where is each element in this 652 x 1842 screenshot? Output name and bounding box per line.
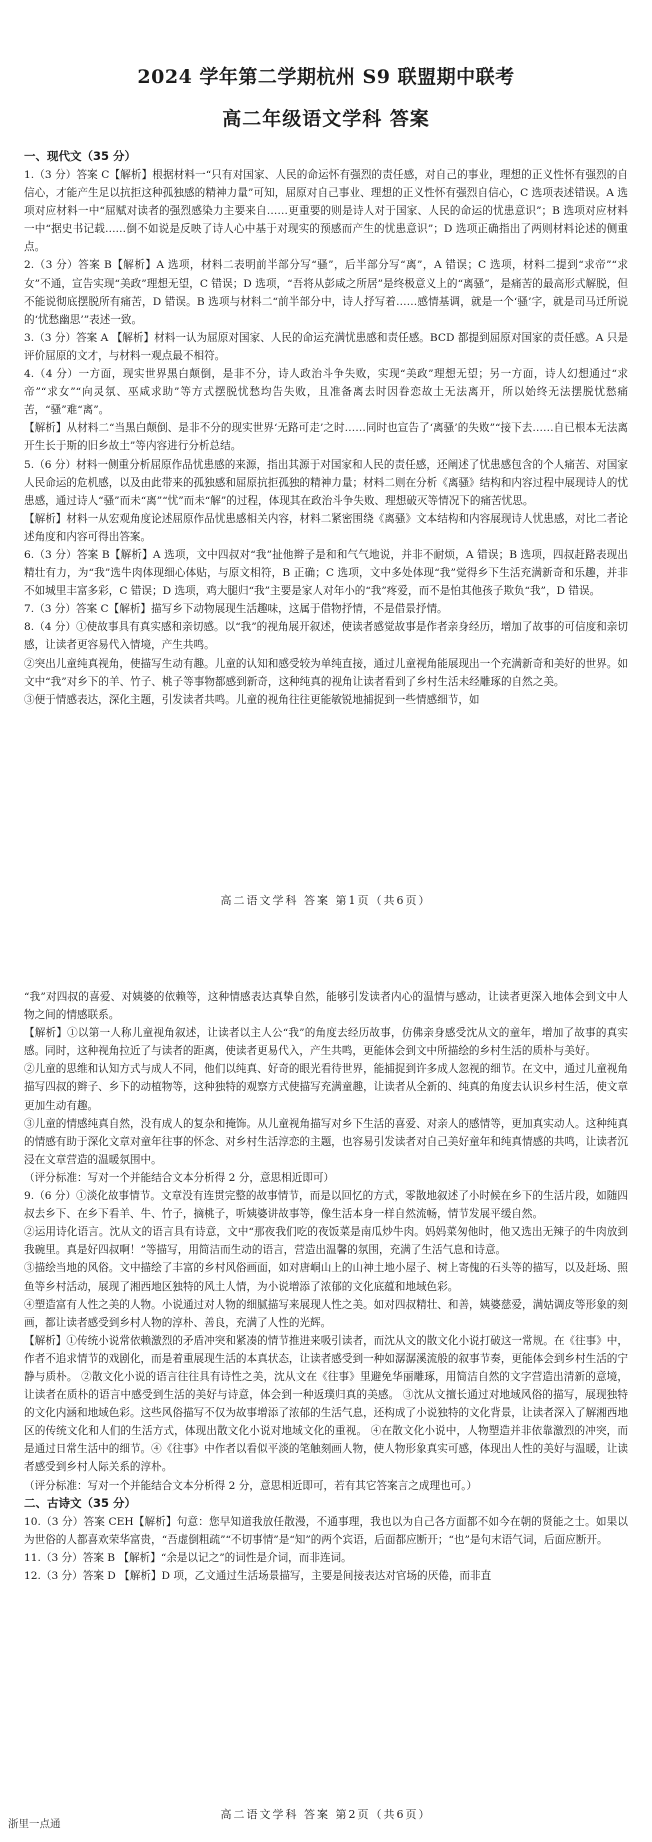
- answer-paragraph: ②突出儿童纯真视角，使描写生动有趣。儿童的认知和感受较为单纯直接，通过儿童视角能展现出一个充满新奇和美好的世界。如文中“我”对乡下的羊、竹子、桃子等事物都感到新奇，这种纯真的视角让读者看到了乡村生活未经雕琢的自然之美。: [24, 657, 628, 688]
- page2-body: [24, 988, 628, 1585]
- scoring-note: （评分标准：写对一个并能结合文本分析得 2 分，意思相近即可，若有其它答案言之成理也可。）: [24, 1479, 478, 1492]
- scoring-note: （评分标准：写对一个并能结合文本分析得 2 分，意思相近即可）: [24, 1171, 335, 1184]
- exam-title: 2024 学年第二学期杭州 S9 联盟期中联考: [137, 66, 515, 88]
- page1-footer: 高二语文学科 答案 第1页（共6页）: [220, 894, 432, 907]
- answer-paragraph: 【解析】①以第一人称儿童视角叙述，让读者以主人公“我”的角度去经历故事，仿佛亲身感受沈从文的童年，增加了故事的真实感。同时，这种视角拉近了与读者的距离，使读者更易代入，产生共鸣，更能体会到文中所描绘的乡村生活的质朴与美好。: [24, 1027, 628, 1058]
- page2-footer: 高二语文学科 答案 第2页（共6页）: [220, 1808, 432, 1821]
- answer-paragraph: ③儿童的情感纯真自然，没有成人的复杂和掩饰。从儿童视角描写对乡下生活的喜爱、对亲人的感情等，更加真实动人。这种纯真的情感有助于深化文章对童年往事的怀念、对乡村生活淳恋的主题，也容易引发读者对自己美好童年和纯真情感的共鸣，让读者沉浸在文章营造的温暖氛围中。: [24, 1117, 628, 1166]
- answer-paragraph: 5.（6 分）材料一侧重分析屈原作品忧患感的来源，指出其源于对国家和人民的责任感，还阐述了忧患感包含的个人痛苦、对国家人民命运的危机感，以及由此带来的孤独感和屈原抗拒孤独的精神力量；材料二则在分析《离骚》结构和内容过程中展现诗人的忧患感，通过诗人“骚”而未“离”“忧”而未“解”的过程，体现其在政治斗争失败、理想破灭等情况下的痛苦忧思。: [24, 458, 628, 507]
- answer-paragraph: ②儿童的思维和认知方式与成人不同，他们以纯真、好奇的眼光看待世界，能捕捉到许多成人忽视的细节。在文中，通过儿童视角描写四叔的辫子、乡下的动植物等，这种独特的观察方式使描写充满童趣，让读者从全新的、纯真的角度去认识乡村生活，使文章更加生动有趣。: [24, 1063, 628, 1112]
- answer-paragraph: “我”对四叔的喜爱、对姨婆的依赖等，这种情感表达真挚自然，能够引发读者内心的温情与感动，让读者更深入地体会到文中人物之间的情感联系。: [24, 991, 628, 1022]
- answer-paragraph: 【解析】材料一从宏观角度论述屈原作品忧患感相关内容，材料二紧密围绕《离骚》文本结构和内容展现诗人忧患感，对比二者论述角度和内容可得出答案。: [24, 512, 628, 543]
- answer-paragraph: 2.（3 分）答案 B【解析】A 选项，材料二表明前半部分写“骚”，后半部分写“离”，A 错误；C 选项，材料二提到“求帝”“求女”不通，宣告实现“美政”理想无望，C 错误；D 选项，“吾将从彭咸之所居”是终极意义上的“离骚”，是痛苦的最高形式解脱，但不能说彻底摆脱所有痛苦，D 错误。B 选项与材料二“前半部分中，诗人抒写着……感情基调，就是一个‘骚’字，就是司马迁所说的‘忧愁幽思’”表述一致。: [24, 259, 628, 326]
- answer-paragraph: 【解析】从材料二“当黑白颠倒、是非不分的现实世界‘无路可走’之时……同时也宣告了‘离骚’的失败”“接下去……自已根本无法离开生长于斯的旧乡故土”等内容进行分析总结。: [24, 422, 628, 453]
- answer-paragraph: 12.（3 分）答案 D 【解析】D 项，乙文通过生活场景描写，主要是间接表达对官场的厌倦，而非直: [24, 1569, 492, 1582]
- section-heading-classical: 二、古诗文（35 分）: [24, 1495, 137, 1510]
- answer-paragraph: ②运用诗化语言。沈从文的语言具有诗意，文中“那夜我们吃的夜饭菜是南瓜炒牛肉。妈妈菜匆他时，他又选出无辣子的牛肉放到我碗里。真是好四叔啊！”等描写，用简洁而生动的语言，营造出温馨的氛围，充满了生活气息和诗意。: [24, 1226, 628, 1257]
- answer-paragraph: 11.（3 分）答案 B 【解析】“余是以记之”的词性是介词，而非连词。: [24, 1551, 352, 1564]
- answer-paragraph: 3.（3 分）答案 A 【解析】材料一认为屈原对国家、人民的命运充满忧患感和责任感。BCD 都提到屈原对国家的责任感。A 只是评价屈原的文才，与材料一观点最不相符。: [24, 331, 628, 362]
- section-heading-modern: 一、现代文（35 分）: [24, 149, 137, 163]
- answer-paragraph: 9.（6 分）①淡化故事情节。文章没有连贯完整的故事情节，而是以回忆的方式，零散地叙述了小时候在乡下的生活片段，如随四叔去乡下、在乡下看羊、牛、竹子，摘桃子，听姨婆讲故事等，像生活本身一样自然流畅，情节发展平缓自然。: [24, 1190, 628, 1221]
- page1-body: [24, 148, 628, 709]
- watermark-text: 浙里一点通: [8, 1818, 61, 1830]
- answer-paragraph: 1.（3 分）答案 C【解析】根据材料一“只有对国家、人民的命运怀有强烈的责任感，对自己的事业，理想的正义性怀有强烈的自信心，才能产生足以抗拒这种孤独感的精神力量”可知，屈原对自己事业、理想的正义性怀有强烈自信心，C 选项表述错误。A 选项对应材料一中“屈赋对读者的强烈感染力主要来自……更重要的则是诗人对于国家、人民的命运的忧患意识”；B 选项对应材料一中“据史书记载……倒不如说是反映了诗人心中基于对现实的预感而产生的忧患意识”；D 选项正确指出了两则材料论述的侧重点。: [24, 169, 628, 254]
- answer-paragraph: 7.（3 分）答案 C【解析】描写乡下动物展现生活趣味，这属于借物抒情，不是借景抒情。: [24, 603, 448, 616]
- answer-paragraph: 8.（4 分）①使故事具有真实感和亲切感。以“我”的视角展开叙述，使读者感觉故事是作者亲身经历，增加了故事的可信度和亲切感，让读者更容易代入情境，产生共鸣。: [24, 621, 628, 652]
- answer-paragraph: 4.（4 分）一方面，现实世界黑白颠倒，是非不分，诗人政治斗争失败，实现“美政”理想无望；另一方面，诗人幻想通过“求帝”“求女”“向灵氛、巫咸求助”等方式摆脱忧愁均告失败，且准备离去时因眷恋故土无法离开，所以始终无法摆脱忧愁痛苦，“骚”难“离”。: [24, 368, 628, 417]
- answer-paragraph: ③便于情感表达，深化主题，引发读者共鸣。儿童的视角往往更能敏锐地捕捉到一些情感细节，如: [24, 693, 480, 706]
- answer-paragraph: 6.（3 分）答案 B【解析】A 选项，文中四叔对“我”扯他辫子是和和气气地说，并非不耐烦，A 错误；B 选项，四叔赶路表现出精壮有力，为“我”选牛肉体现细心体贴，与原文相符，B 正确；C 选项，文中多处体现“我”觉得乡下生活充满新奇和乐趣，并非不如城里丰富多彩，C 错误；D 选项，鸡大腿归“我”主要是家人对年小的“我”疼爱，而不是怕其他孩子欺负“我”，D 错误。: [24, 548, 628, 598]
- answer-paragraph: ③描绘当地的风俗。文中描绘了丰富的乡村风俗画面，如对唐峒山上的山神土地小屋子、树上寄傀的石头等的描写，以及赶场、照鱼等乡村活动，展现了湘西地区独特的风土人情，为小说增添了浓郁的文化底蕴和地域色彩。: [24, 1262, 628, 1293]
- answer-paragraph: 【解析】①传统小说常依赖激烈的矛盾冲突和紧凑的情节推进来吸引读者，而沈从文的散文化小说打破这一常规。在《往事》中，作者不追求情节的戏剧化，而是着重展现生活的本真状态，让读者感受到一种如潺潺溪流般的叙事节奏，更能体会到乡村生活的宁静与质朴。 ②散文化小说的语言往往具有诗性之美，沈从文在《往事》里避免华丽雕琢，用简洁自然的文字营造出清新的意境，让读者在质朴的语言中感受到生活的美好与诗意，体会到一种返璞归真的美感。 ③沈从文擅长通过对地域风俗的描写，展现独特的文化内涵和地域色彩。这些风俗描写不仅为故事增添了浓郁的生活气息，还构成了小说独特的文化背景，让读者深入了解湘西地区的传统文化和人们的生活方式，体现出散文化小说对地域文化的重视。 ④在散文化小说中，人物塑造并非依靠激烈的冲突，而是通过日常生活中的细节。④《往事》中作者以看似平淡的笔触刻画人物，使人物形象真实可感，体现出人性的美好与温暖，让读者感受到乡村人际关系的淳朴。: [24, 1334, 628, 1474]
- answer-paragraph: 10.（3 分）答案 CEH【解析】句意：您早知道我放任散漫，不通事理，我也以为自己各方面都不如今在朝的贤能之士。如果以为世俗的人都喜欢荣华富贵，“吾虚倒粗疏”“不切事情”是“知”的两个宾语，后面都应断开；“也”是句末语气词，后面应断开。: [24, 1515, 628, 1546]
- exam-subtitle: 高二年级语文学科 答案: [222, 108, 430, 130]
- answer-paragraph: ④塑造富有人性之美的人物。小说通过对人物的细腻描写来展现人性之美。如对四叔精壮、和善，姨婆慈爱，满姑调皮等形象的刻画，都让读者感受到乡村人物的淳朴、善良，充满了人性的光辉。: [24, 1298, 628, 1329]
